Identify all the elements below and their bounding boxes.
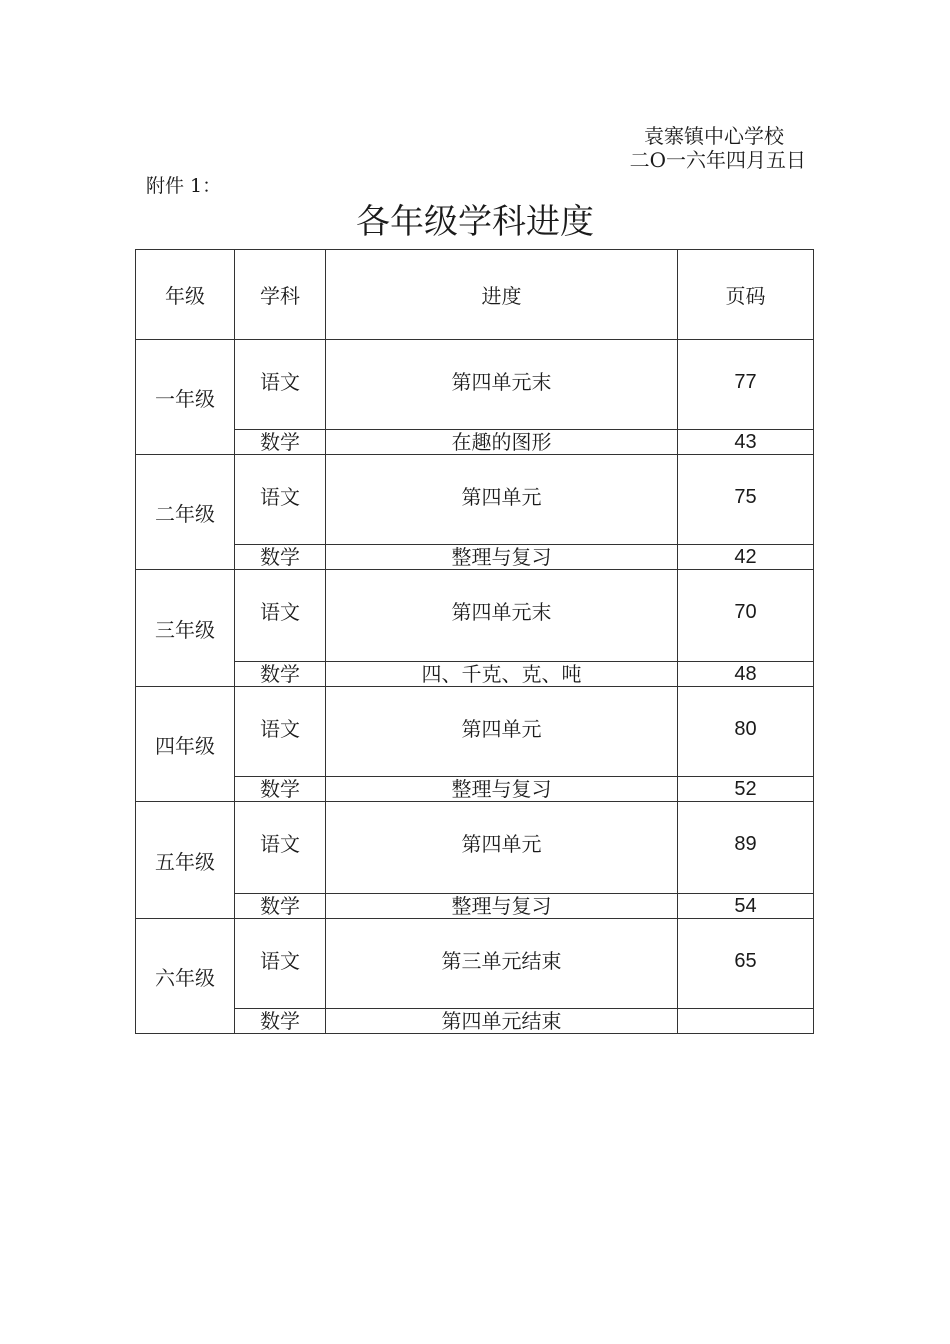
subject-cell: [235, 687, 326, 777]
table-row: [136, 455, 814, 545]
progress-cell: [326, 570, 678, 662]
progress-cell-text: 第四单元: [461, 717, 542, 741]
subject-cell: 数学: [235, 545, 326, 570]
attachment-label: 附件 1：: [146, 175, 222, 197]
page-cell-text: 65: [734, 950, 757, 972]
progress-cell: [326, 687, 678, 777]
table-row: [136, 340, 814, 430]
column-header-progress: 进度: [326, 250, 678, 340]
page-cell-text: 75: [734, 486, 757, 508]
table-row: [136, 1009, 814, 1034]
grade-cell: 五年级: [136, 802, 235, 919]
page-cell: [678, 340, 814, 430]
subject-cell: [235, 570, 326, 662]
progress-cell-text: 第三单元结束: [441, 949, 562, 973]
document-title: 各年级学科进度: [356, 202, 594, 242]
subject-cell-text: 语文: [260, 485, 300, 509]
progress-cell: [326, 340, 678, 430]
progress-cell-text: 第四单元: [461, 485, 542, 509]
subject-cell-text: 语文: [260, 832, 300, 856]
page-cell-text: 77: [734, 371, 757, 393]
school-name: 袁寨镇中心学校: [644, 124, 784, 148]
table-row: [136, 545, 814, 570]
grade-cell: 一年级: [136, 340, 235, 455]
subject-cell: 数学: [235, 662, 326, 687]
page-cell: [678, 802, 814, 894]
column-header-subject: 学科: [235, 250, 326, 340]
grade-cell: 三年级: [136, 570, 235, 687]
subject-cell: [235, 455, 326, 545]
page-cell: 52: [678, 777, 814, 802]
subject-cell: 数学: [235, 894, 326, 919]
progress-cell: 整理与复习: [326, 894, 678, 919]
subject-cell-text: 语文: [260, 600, 300, 624]
page-cell: [678, 570, 814, 662]
table-row: [136, 662, 814, 687]
subject-cell-text: 语文: [260, 370, 300, 394]
progress-cell: [326, 455, 678, 545]
subject-cell: 数学: [235, 1009, 326, 1034]
progress-cell: [326, 919, 678, 1009]
table-header-row: [136, 250, 814, 340]
page-cell-text: 80: [734, 718, 757, 740]
table-row: [136, 802, 814, 894]
progress-cell-text: 第四单元末: [451, 370, 552, 394]
page-cell: [678, 687, 814, 777]
table-row: [136, 919, 814, 1009]
progress-cell: [326, 802, 678, 894]
subject-cell-text: 语文: [260, 949, 300, 973]
document-date: 二O一六年四月五日: [629, 148, 806, 172]
page-cell: 43: [678, 430, 814, 455]
column-header-page: 页码: [678, 250, 814, 340]
page-cell: 42: [678, 545, 814, 570]
progress-cell: 在趣的图形: [326, 430, 678, 455]
table-row: [136, 430, 814, 455]
progress-cell-text: 第四单元末: [451, 600, 552, 624]
subject-cell: [235, 340, 326, 430]
subject-cell: [235, 919, 326, 1009]
page-cell: [678, 1009, 814, 1034]
grade-cell: 六年级: [136, 919, 235, 1034]
page-cell: [678, 919, 814, 1009]
subject-cell: [235, 802, 326, 894]
page-cell-text: 70: [734, 601, 757, 623]
subject-cell: 数学: [235, 777, 326, 802]
progress-cell-text: 第四单元: [461, 832, 542, 856]
progress-cell: 整理与复习: [326, 545, 678, 570]
subject-cell: 数学: [235, 430, 326, 455]
grade-cell: 四年级: [136, 687, 235, 802]
page-cell: 48: [678, 662, 814, 687]
page-cell-text: 89: [734, 833, 757, 855]
table-row: [136, 777, 814, 802]
table-row: [136, 894, 814, 919]
progress-cell: 整理与复习: [326, 777, 678, 802]
progress-cell: 第四单元结束: [326, 1009, 678, 1034]
progress-table: [135, 249, 814, 1034]
column-header-grade: 年级: [136, 250, 235, 340]
page-cell: 54: [678, 894, 814, 919]
grade-cell: 二年级: [136, 455, 235, 570]
progress-cell: 四、千克、克、吨: [326, 662, 678, 687]
table-row: [136, 570, 814, 662]
subject-cell-text: 语文: [260, 717, 300, 741]
table-row: [136, 687, 814, 777]
page-cell: [678, 455, 814, 545]
